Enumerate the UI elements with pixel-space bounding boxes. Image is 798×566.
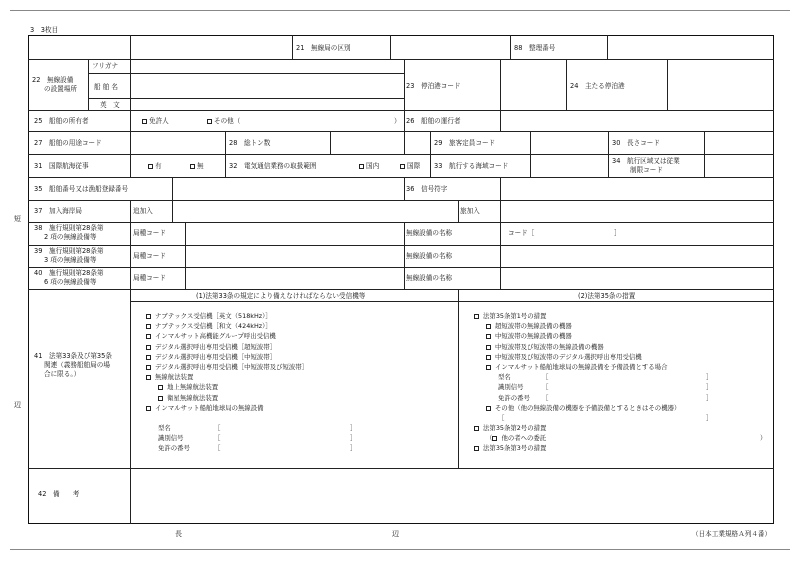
line-v <box>500 59 501 110</box>
line-v <box>607 35 608 59</box>
right-field: 型名 ［ ］ <box>498 373 713 382</box>
item-text: インマルサット船舶地球局の無線設備 <box>155 403 264 412</box>
field-42-label: 42 備 考 <box>38 490 80 498</box>
line-v <box>130 35 131 59</box>
bottom-edge <box>10 549 790 550</box>
scope-intl[interactable] <box>400 162 420 170</box>
code-38: コード［ <box>508 229 535 237</box>
line-v <box>404 222 405 289</box>
owner-other[interactable] <box>207 117 240 125</box>
scope-domestic[interactable] <box>359 162 379 170</box>
left-field-list <box>158 423 357 454</box>
checkbox[interactable] <box>190 164 195 169</box>
field-text: 識別信号 <box>158 434 184 443</box>
field-text: 型名 <box>158 424 171 432</box>
line-v <box>185 222 186 289</box>
line-v <box>500 110 501 131</box>
licensee-text: 免許人 <box>149 117 169 125</box>
field-26-label: 26 船舶の運行者 <box>406 117 461 125</box>
left-item[interactable] <box>146 342 308 352</box>
equip-name-39: 無線設備の名称 <box>406 252 453 260</box>
checkbox[interactable] <box>486 334 491 339</box>
equip-name-40: 無線設備の名称 <box>406 274 453 282</box>
right-no3[interactable] <box>474 443 680 453</box>
field-40-label-1: 40 施行規則第28条第 <box>34 269 104 277</box>
field-41-label-3: 合に限る。） <box>44 370 81 378</box>
field-22-label-1: 22 無線設備 <box>32 76 74 84</box>
field-41-label-1: 41 法第33条及び第35条 <box>34 352 112 360</box>
line-h <box>28 468 774 469</box>
item-text: 法第35条第1号の措置 <box>483 312 547 320</box>
line-h <box>28 177 774 178</box>
field-34-label-1: 34 航行区域又は従業 <box>612 157 680 165</box>
field-88-label: 88 整理番号 <box>514 44 556 52</box>
line-v <box>530 131 531 154</box>
left-item[interactable] <box>146 331 308 341</box>
checkbox[interactable] <box>400 164 405 169</box>
other-text: その他（ <box>214 117 241 125</box>
line-v <box>130 110 131 131</box>
item-text: 中短波帯及び短波帯の無線設備の機器 <box>495 342 604 351</box>
checkbox[interactable] <box>148 164 153 169</box>
left-field: 免許の番号 ［ ］ <box>158 444 357 453</box>
line-v <box>130 289 131 524</box>
field-30-label: 30 長さコード <box>612 139 660 147</box>
checkbox[interactable] <box>486 324 491 329</box>
station-code-40: 局種コード <box>133 274 166 282</box>
intl-yes[interactable] <box>148 162 162 170</box>
field-text: 免許の番号 <box>498 393 530 402</box>
line-h <box>88 73 404 74</box>
line-v <box>500 177 501 200</box>
left-field: 型名 ［ ］ <box>158 424 357 432</box>
line-v <box>430 131 431 177</box>
checkbox[interactable] <box>146 355 151 360</box>
right-item[interactable] <box>474 352 680 362</box>
checkbox[interactable] <box>486 345 491 350</box>
side-label-edge: 辺 <box>14 401 21 409</box>
checkbox[interactable] <box>146 375 151 380</box>
line-v <box>130 59 131 110</box>
furigana-label: フリガナ <box>92 62 119 70</box>
english-label: 英 文 <box>100 101 120 109</box>
field-41-label-2: 関連（義務船舶局の場 <box>44 361 110 369</box>
owner-licensee[interactable] <box>142 117 169 125</box>
add2-label: 旅加入 <box>460 207 480 215</box>
checkbox[interactable] <box>486 365 491 370</box>
checkbox[interactable] <box>474 426 479 431</box>
item-text: ナブテックス受信機［英文（518kHz）］ <box>155 312 272 320</box>
line-v <box>292 35 293 59</box>
right-other[interactable] <box>474 403 680 413</box>
right-field: 免許の番号 ［ ］ <box>498 393 713 402</box>
checkbox[interactable] <box>146 334 151 339</box>
add-label: 追加入 <box>133 207 153 215</box>
item-text: インマルサット船舶地球局の無線設備を予備設備とする場合 <box>495 362 668 371</box>
field-39-label-1: 39 施行規則第28条第 <box>34 247 104 255</box>
line-v <box>172 200 173 222</box>
field-38-label-1: 38 施行規則第28条第 <box>34 224 104 232</box>
line-h <box>28 289 774 290</box>
line-v <box>225 131 226 177</box>
footer-edge: 辺 <box>392 530 399 538</box>
line-v <box>500 200 501 222</box>
right-section-header: (2)法第35条の措置 <box>578 292 636 300</box>
line-v <box>704 131 705 177</box>
checkbox[interactable] <box>474 314 479 319</box>
field-27-label: 27 船舶の用途コード <box>34 139 102 147</box>
field-22-label-2: の設置場所 <box>44 85 77 93</box>
checkbox[interactable] <box>207 119 212 124</box>
left-item[interactable] <box>146 321 308 331</box>
line-h <box>28 154 774 155</box>
checkbox[interactable] <box>492 436 497 441</box>
left-field: 識別信号 ［ ］ <box>158 434 357 443</box>
field-29-label: 29 旅客定員コード <box>434 139 496 147</box>
field-text: 識別信号 <box>498 383 524 392</box>
line-v <box>172 177 173 200</box>
line-v <box>667 59 668 110</box>
line-h <box>28 59 774 60</box>
checkbox[interactable] <box>142 119 147 124</box>
line-v <box>510 35 511 59</box>
item-text: その他（他の無線設備の機器を予備設備とするときはその機器） <box>495 403 681 412</box>
item-text: 他の者への委託 <box>501 434 547 443</box>
checkbox[interactable] <box>158 385 163 390</box>
right-no2-sub[interactable]: （ 他の者への委託 ） <box>486 434 767 443</box>
field-23-label: 23 停泊港コード <box>406 82 461 90</box>
left-subitem[interactable] <box>146 393 308 403</box>
line-v <box>404 59 405 154</box>
top-edge <box>10 10 790 11</box>
right-item-list <box>474 311 767 454</box>
right-item[interactable] <box>474 331 680 341</box>
left-item[interactable] <box>146 352 308 362</box>
field-36-label: 36 信号符字 <box>406 185 448 193</box>
line-v <box>130 131 131 154</box>
right-other-field: ［ ］ <box>498 413 713 422</box>
left-item-list <box>146 311 308 413</box>
line-v <box>88 59 89 110</box>
field-31-label: 31 国際航海従事 <box>34 162 89 170</box>
line-h <box>28 222 774 223</box>
no-text: 無 <box>197 162 204 170</box>
left-subitem[interactable] <box>146 382 308 392</box>
field-32-label: 32 電気通信業務の取扱範囲 <box>229 162 317 170</box>
equip-name-38: 無線設備の名称 <box>406 229 453 237</box>
field-text: 型名 <box>498 373 511 382</box>
line-v <box>608 131 609 177</box>
item-text: 法第35条第3号の措置 <box>483 444 547 453</box>
field-35-label: 35 船舶番号又は漁船登録番号 <box>34 185 129 193</box>
item-text: 中短波帯の無線設備の機器 <box>495 332 572 341</box>
left-section-header: (1)法第33条の規定により備えなければならない受信機等 <box>196 292 366 300</box>
line-v <box>130 222 131 289</box>
checkbox[interactable] <box>486 406 491 411</box>
checkbox[interactable] <box>146 365 151 370</box>
yes-text: 有 <box>155 162 162 170</box>
field-24-label: 24 主たる停泊港 <box>570 82 625 90</box>
field-28-label: 28 総トン数 <box>229 139 271 147</box>
checkbox[interactable] <box>158 396 163 401</box>
intl-text: 国際 <box>407 162 421 170</box>
checkbox[interactable] <box>146 314 151 319</box>
item-text: 衛星無線航法装置 <box>167 393 219 402</box>
checkbox[interactable] <box>359 164 364 169</box>
line-h <box>28 267 774 268</box>
line-v <box>500 222 501 289</box>
left-item[interactable] <box>146 362 308 372</box>
item-text: デジタル選択呼出専用受信機［中短波帯］ <box>155 352 277 361</box>
right-field: 識別信号 ［ ］ <box>498 383 713 392</box>
checkbox[interactable] <box>146 345 151 350</box>
line-v <box>130 154 131 177</box>
owner-close: ） <box>394 117 401 125</box>
checkbox[interactable] <box>146 324 151 329</box>
line-h <box>28 200 774 201</box>
ship-name-label: 船 舶 名 <box>94 83 118 91</box>
station-code-39: 局種コード <box>133 252 166 260</box>
side-label-short: 短 <box>14 215 21 223</box>
left-item[interactable] <box>146 403 308 413</box>
field-38-label-2: 2 項の無線設備等 <box>44 233 97 241</box>
code-38-close: ］ <box>614 229 621 237</box>
line-v <box>530 154 531 177</box>
item-text: 地上無線航法装置 <box>167 383 219 392</box>
field-text: 免許の番号 <box>158 444 190 453</box>
footer-standard: （日本工業規格Ａ列４番） <box>692 530 772 538</box>
checkbox[interactable] <box>474 446 479 451</box>
item-text: デジタル選択呼出専用受信機［超短波帯］ <box>155 342 277 351</box>
line-v <box>458 200 459 222</box>
line-v <box>458 289 459 468</box>
item-text: 法第35条第2号の措置 <box>483 424 547 433</box>
field-34-label-2: 制限コード <box>630 166 663 174</box>
field-39-label-2: 3 項の無線設備等 <box>44 256 97 264</box>
item-text: デジタル選択呼出専用受信機［中短波帯及び短波帯］ <box>155 362 309 371</box>
right-item[interactable] <box>474 321 680 331</box>
line-h <box>88 98 404 99</box>
left-item[interactable] <box>146 311 308 321</box>
line-v <box>390 35 391 59</box>
field-25-label: 25 船舶の所有者 <box>34 117 89 125</box>
right-item[interactable] <box>474 362 680 372</box>
left-item[interactable] <box>146 372 308 382</box>
item-text: 無線航法装置 <box>155 373 194 382</box>
footer-long: 長 <box>175 530 182 538</box>
intl-no[interactable] <box>190 162 204 170</box>
page-label: 3 3枚目 <box>30 26 59 34</box>
field-37-label: 37 加入海岸局 <box>34 207 82 215</box>
right-main[interactable] <box>474 311 680 321</box>
checkbox[interactable] <box>146 406 151 411</box>
right-item[interactable] <box>474 342 680 352</box>
field-40-label-2: 6 項の無線設備等 <box>44 278 97 286</box>
line-v <box>566 59 567 110</box>
line-v <box>130 200 131 222</box>
checkbox[interactable] <box>486 355 491 360</box>
item-text: 超短波帯の無線設備の機器 <box>495 322 572 331</box>
line-h <box>28 245 774 246</box>
field-21-label: 21 無線局の区別 <box>296 44 351 52</box>
line-h <box>28 110 774 111</box>
item-text: ナブテックス受信機［和文（424kHz）］ <box>155 322 272 331</box>
field-33-label: 33 航行する海域コード <box>434 162 509 170</box>
item-text: 中短波帯及び短波帯のデジタル選択呼出専用受信機 <box>495 352 642 361</box>
station-code-38: 局種コード <box>133 229 166 237</box>
domestic-text: 国内 <box>366 162 380 170</box>
line-v <box>404 177 405 200</box>
line-h <box>130 301 774 302</box>
line-v <box>330 131 331 154</box>
line-h <box>28 131 774 132</box>
item-text: インマルサット高機能グループ呼出受信機 <box>155 332 276 341</box>
right-no2[interactable] <box>474 423 680 433</box>
